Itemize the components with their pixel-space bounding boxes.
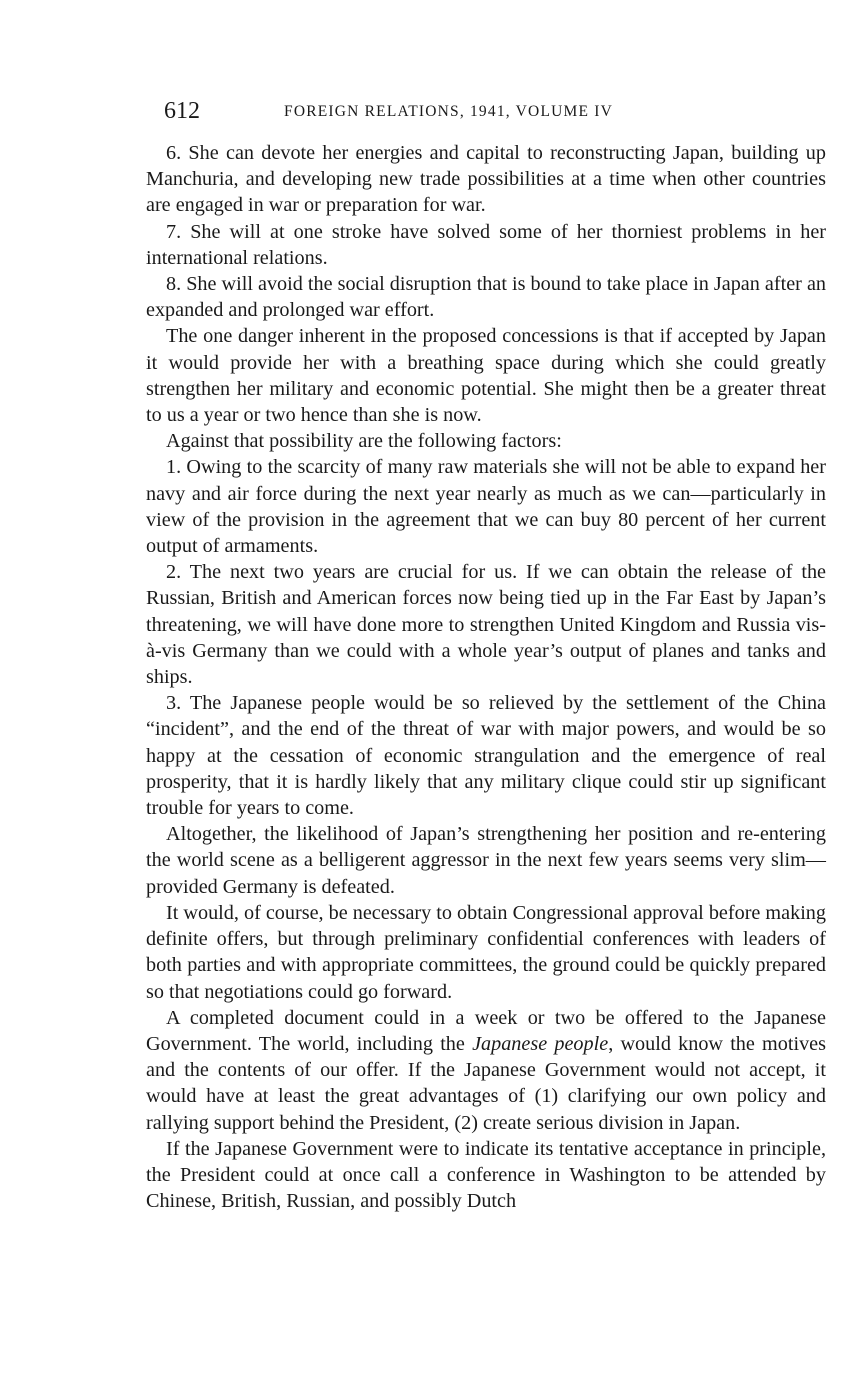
paragraph-8: 8. She will avoid the social disruption that is bound to take place in Japan after an expanded and prolonged war effort. — [146, 273, 826, 322]
factor-1: 1. Owing to the scarcity of many raw materials she will not be able to expand her navy and air force during the next year nearly as much as we can—particularly in view of the provision in the agreement that we can buy 80 percent of her current output of armaments. — [146, 456, 826, 558]
document-page — [146, 96, 826, 1214]
para11-italic: Japanese people — [472, 1032, 609, 1055]
paragraph-6: 6. She can devote her energies and capital to reconstructing Japan, building up Manchuria, and developing new trade possibilities at a time when other countries are engaged in war or preparation for war. — [146, 142, 826, 217]
factor-3: 3. The Japanese people would be so relieved by the settlement of the China “incident”, and the end of the threat of war with major powers, and would be so happy at the cessation of economic strangulation and the emergence of real prosperity, that it is hardly likely that any military clique could stir up significant trouble for years to come. — [146, 692, 826, 820]
paragraph-altogether: Altogether, the likelihood of Japan’s strengthening her position and re-entering the world scene as a belligerent aggressor in the next few years seems very slim—provided Germany is defeated. — [146, 823, 826, 898]
paragraph-tentative-acceptance: If the Japanese Government were to indicate its tentative acceptance in principle, the President could at once call a conference in Washington to be attended by Chinese, British, Russian, and possibly Dutch — [146, 1137, 826, 1213]
running-title: FOREIGN RELATIONS, 1941, VOLUME IV — [284, 103, 613, 120]
paragraph-danger: The one danger inherent in the proposed concessions is that if accepted by Japan it would provide her with a breathing space during which she could greatly strengthen her military and economic potential. She might then be a greater threat to us a year or two hence than she is now. — [146, 325, 826, 427]
paragraph-completed-document — [146, 1005, 826, 1136]
paragraph-congressional: It would, of course, be necessary to obtain Congressional approval before making definite offers, but through preliminary confidential conferences with leaders of both parties and with appropriate committees, the ground could be quickly prepared so that negotiations could go forward. — [146, 901, 826, 1003]
factor-2: 2. The next two years are crucial for us. If we can obtain the release of the Russian, British and American forces now being tied up in the Far East by Japan’s threatening, we will have done more to strengthen United Kingdom and Russia vis-à-vis Germany than we could with a whole year’s output of planes and tanks and ships. — [146, 561, 826, 689]
paragraph-factors-intro: Against that possibility are the following factors: — [166, 430, 562, 453]
paragraph-7: 7. She will at one stroke have solved some of her thorniest problems in her international relations. — [146, 220, 826, 269]
page-number: 612 — [164, 98, 200, 124]
para11-part2: , would know the motives and the contents of our offer. If the Japanese Government would not accept, it would have at least the great advantages of (1) clarifying our own policy and rallying support behind the President, (2) create serious division in Japan. — [146, 1032, 826, 1134]
page-header — [146, 96, 826, 140]
para11-part1: A completed document could in a week or two be offered to the Japanese Government. The world, including the — [146, 1006, 826, 1055]
